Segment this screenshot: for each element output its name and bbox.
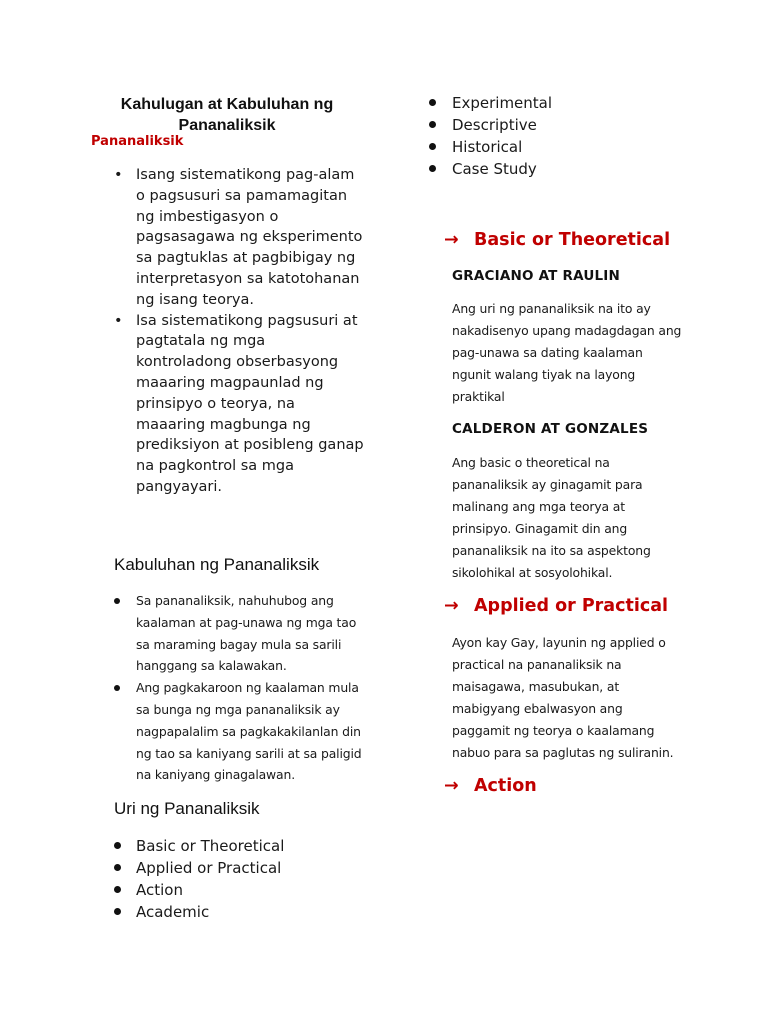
- type-text: Descriptive: [452, 116, 537, 134]
- list-item: [114, 901, 364, 923]
- bullet-icon: [114, 842, 121, 849]
- definition-text: Isang sistematikong pag-alam o pagsusuri sa pamamagitan ng imbestigasyon o pagsasagawa ng eksperimento sa pagtuklas at pagbibigay ng interpretasyon sa katotohanan ng isang teorya.: [136, 167, 363, 308]
- bullet-icon: [429, 165, 436, 172]
- bullet-icon: [114, 886, 121, 893]
- kabuluhan-text: Ang pagkakaroon ng kaalaman mula sa bunga ng mga pananaliksik ay nagpapalalim sa pagkakakilanlan din ng tao sa kaniyang sarili at sa paligid na kaniyang ginagalawan.: [136, 680, 362, 783]
- definition-text: Isa sistematikong pagsusuri at pagtatala ng mga kontroladong obserbasyong maaaring magpaunlad ng prinsipyo o teorya, na maaaring magbunga ng prediksiyon at posibleng ganap na pagkontrol sa mga pangyayari.: [136, 312, 364, 495]
- graciano-paragraph: Ang uri ng pananaliksik na ito ay nakadisenyo upang madagdagan ang pag-unawa sa dating kaalaman ngunit walang tiyak na layong praktikal: [452, 301, 682, 404]
- list-item: [114, 879, 364, 901]
- bullet-icon: [114, 864, 121, 871]
- list-item: [429, 158, 679, 180]
- arrow-right-icon: →: [444, 776, 459, 796]
- applied-heading-text: Applied or Practical: [474, 596, 669, 616]
- document-title: Kahulugan at Kabuluhan ng Pananaliksik: [120, 96, 334, 134]
- kabuluhan-list: [114, 590, 364, 786]
- type-text: Experimental: [452, 94, 553, 112]
- uri-item-text: Applied or Practical: [136, 859, 282, 877]
- bullet-icon: •: [114, 312, 123, 329]
- kabuluhan-heading: Kabuluhan ng Pananaliksik: [114, 555, 320, 574]
- kabuluhan-text: Sa pananaliksik, nahuhubog ang kaalaman at pag-unawa ng mga tao sa maraming bagay mula sa sarili hanggang sa kalawakan.: [136, 593, 357, 674]
- bullet-icon: •: [114, 167, 123, 183]
- list-item: [114, 165, 364, 311]
- list-item: [114, 677, 364, 786]
- bullet-icon: [114, 685, 120, 691]
- action-heading: [444, 776, 537, 796]
- uri-item-text: Basic or Theoretical: [136, 837, 285, 855]
- list-item: [114, 835, 364, 857]
- bullet-icon: [114, 598, 120, 604]
- arrow-right-icon: →: [444, 230, 459, 250]
- arrow-right-icon: →: [444, 596, 459, 616]
- list-item: [429, 114, 679, 136]
- author-label-calderon: CALDERON AT GONZALES: [452, 421, 649, 437]
- type-text: Case Study: [452, 160, 537, 178]
- list-item: [114, 590, 364, 677]
- bullet-icon: [429, 99, 436, 106]
- uri-list: [114, 835, 364, 923]
- gay-paragraph: Ayon kay Gay, layunin ng applied o practical na pananaliksik na maisagawa, masubukan, at mabigyang ebalwasyon ang paggamit ng teorya o kaalamang nabuo para sa paglutas ng suliranin.: [452, 635, 674, 760]
- uri-item-text: Academic: [136, 903, 210, 921]
- list-item: [429, 136, 679, 158]
- type-text: Historical: [452, 138, 523, 156]
- list-item: [114, 311, 364, 498]
- definition-list: [114, 165, 364, 498]
- applied-heading: [444, 596, 668, 616]
- bullet-icon: [429, 143, 436, 150]
- author-label-graciano: GRACIANO AT RAULIN: [452, 268, 620, 284]
- basic-heading: [444, 230, 670, 250]
- basic-heading-text: Basic or Theoretical: [474, 230, 671, 250]
- list-item: [114, 857, 364, 879]
- uri-heading: Uri ng Pananaliksik: [114, 799, 260, 818]
- calderon-paragraph: Ang basic o theoretical na pananaliksik ay ginagamit para malinang ang mga teorya at prinsipyo. Ginagamit din ang pananaliksik na ito sa aspektong sikolohikal at sosyolohikal.: [452, 455, 651, 580]
- uri-item-text: Action: [136, 881, 183, 899]
- bullet-icon: [429, 121, 436, 128]
- action-heading-text: Action: [474, 776, 537, 796]
- bullet-icon: [114, 908, 121, 915]
- list-item: [429, 92, 679, 114]
- subtitle-pananaliksik: Pananaliksik: [91, 134, 184, 149]
- types-list: [429, 92, 679, 180]
